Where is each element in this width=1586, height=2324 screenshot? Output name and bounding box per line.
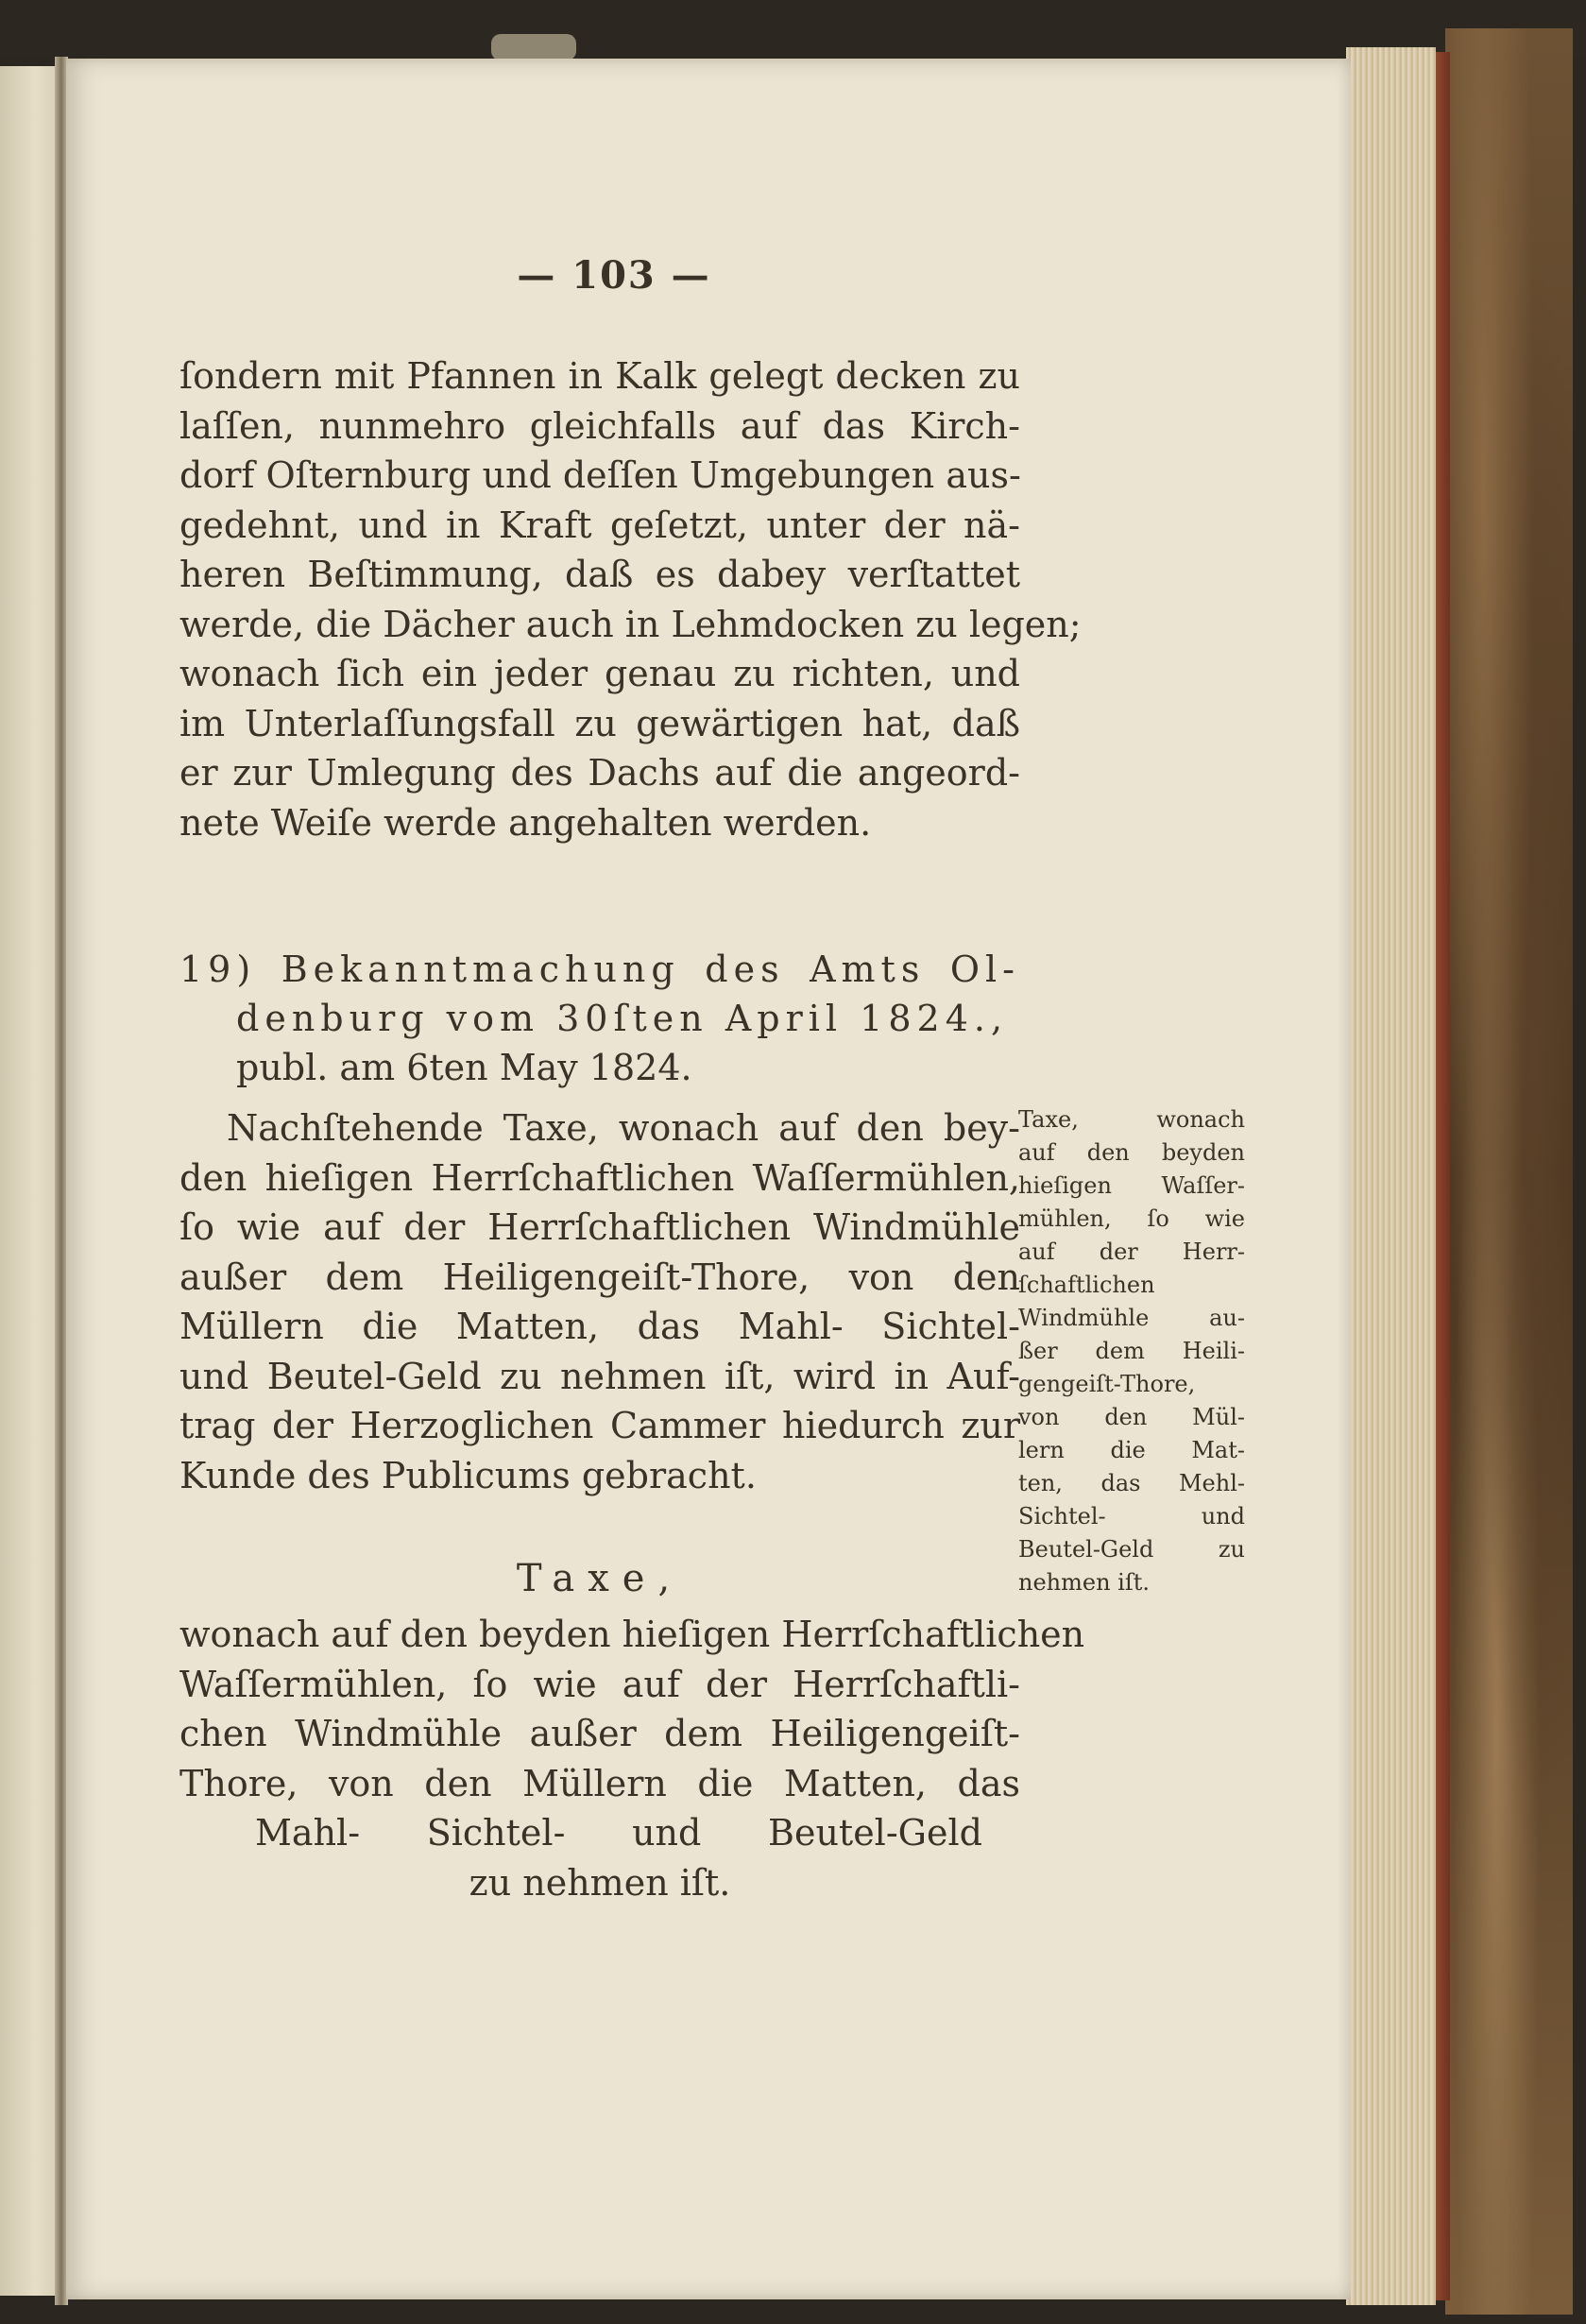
text-line: Waſſermühlen, ſo wie auf der Herrſchaftli- [179, 1663, 1020, 1705]
marginal-line: ten, das Mehl- [1018, 1470, 1245, 1496]
text-line: zu nehmen iſt. [469, 1861, 731, 1904]
marginal-line: mühlen, ſo wie [1018, 1205, 1245, 1232]
section-19-heading [179, 945, 1020, 1092]
text-line: heren Beſtimmung, daß es dabey verſtattet [179, 554, 1020, 595]
paragraph-2 [179, 1103, 1020, 1500]
taxe-title: Taxe, [516, 1557, 684, 1600]
paper-tab [491, 34, 576, 60]
marginal-line: lern die Mat- [1018, 1437, 1245, 1463]
text-line: Mahl- Sichtel- und Beutel-Geld [255, 1812, 982, 1854]
text-line: er zur Umlegung des Dachs auf die angeord- [179, 752, 1020, 794]
heading-line: denburg vom 30ſten April 1824., [236, 998, 1009, 1039]
text-line: und Beutel-Geld zu nehmen iſt, wird in Auf- [179, 1355, 1020, 1397]
marginal-line: Windmühle au- [1018, 1305, 1245, 1331]
marginal-line: Beutel-Geld zu [1018, 1536, 1245, 1563]
text-line: ſondern mit Pfannen in Kalk gelegt decken zu [179, 355, 1020, 397]
marbled-cover [1445, 28, 1573, 2315]
previous-page-sliver [0, 66, 59, 2296]
marginal-line: ßer dem Heili- [1018, 1338, 1245, 1364]
text-line: nete Weiſe werde angehalten werden. [179, 801, 872, 844]
text-line: wonach ſich ein jeder genau zu richten, und [179, 653, 1020, 694]
marginal-line: hieſigen Waſſer- [1018, 1172, 1245, 1199]
paragraph-1 [179, 351, 1082, 847]
marginal-line: auf der Herr- [1018, 1239, 1245, 1265]
page-number: — 103 — [517, 253, 711, 298]
marginal-line: gengeiſt-Thore, [1018, 1371, 1196, 1397]
heading-line: publ. am 6ten May 1824. [236, 1047, 692, 1088]
text-line: Kunde des Publicums gebracht. [179, 1454, 757, 1496]
text-line: dorf Oſternburg und deſſen Umgebungen aus- [179, 454, 1021, 496]
marginal-line: auf den beyden [1018, 1139, 1245, 1166]
paragraph-3 [179, 1610, 1085, 1907]
text-line: den hieſigen Herrſchaftlichen Waſſermühlen, [179, 1156, 1020, 1199]
text-line: werde, die Dächer auch in Lehmdocken zu legen; [179, 603, 1082, 645]
text-line: trag der Herzoglichen Cammer hiedurch zur [179, 1405, 1020, 1446]
marginal-line: Sichtel- und [1018, 1503, 1245, 1529]
text-line: im Unterlaſſungsfall zu gewärtigen hat, daß [179, 702, 1020, 744]
text-line: laſſen, nunmehro gleichfalls auf das Kirch- [179, 404, 1020, 447]
text-line: Müllern die Matten, das Mahl- Sichtel- [179, 1306, 1020, 1347]
heading-line: 19) Bekanntmachung des Amts Ol- [179, 948, 1020, 990]
marginal-note [1018, 1103, 1245, 1599]
page-edges [1346, 47, 1436, 2305]
text-line: wonach auf den beyden hieſigen Herrſchaftlichen [179, 1614, 1085, 1655]
marginal-line: ſchaftlichen [1018, 1272, 1155, 1298]
marginal-line: Taxe, wonach [1018, 1106, 1245, 1133]
text-line: Nachſtehende Taxe, wonach auf den bey- [227, 1107, 1020, 1149]
marginal-line: nehmen iſt. [1018, 1569, 1150, 1596]
text-line: gedehnt, und in Kraft geſetzt, unter der nä- [179, 504, 1020, 546]
text-line: ſo wie auf der Herrſchaftlichen Windmühle [179, 1206, 1020, 1248]
text-line: außer dem Heiligengeiſt-Thore, von den [179, 1256, 1020, 1298]
text-line: Thore, von den Müllern die Matten, das [179, 1762, 1020, 1804]
text-line: chen Windmühle außer dem Heiligengeiſt- [179, 1713, 1020, 1754]
marginal-line: von den Mül- [1018, 1404, 1245, 1430]
